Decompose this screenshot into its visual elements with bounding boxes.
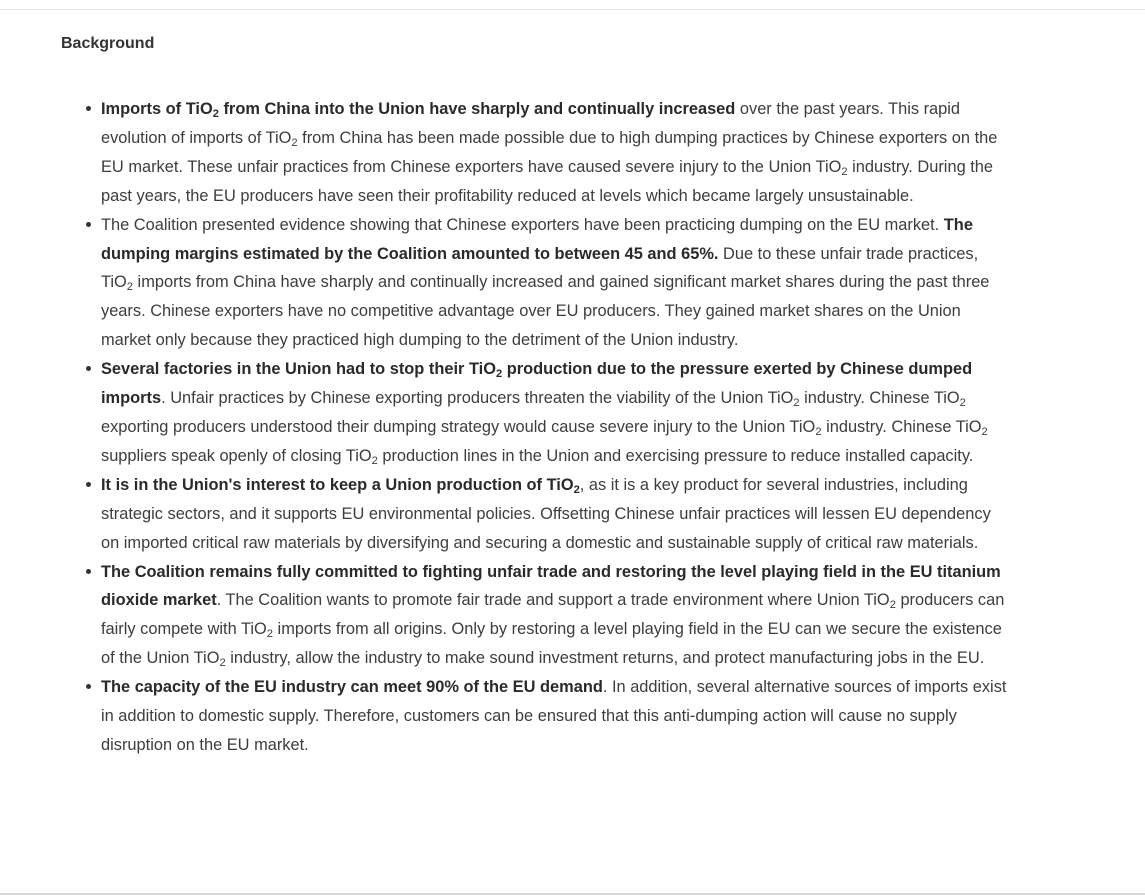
formula-base: TiO <box>185 100 213 118</box>
chemical-formula <box>186 100 219 118</box>
body-text: production lines in the Union and exercising pressure to reduce installed capacity. <box>377 446 974 465</box>
section-heading: Background <box>61 35 155 52</box>
body-text: imports from China have sharply and continually increased and gained significant market shares during the past three years. Chinese exporters have no competitive advantage over EU producers. They gained market shares on the Union market only because they practiced high dumping to the detriment of the Union industry. <box>101 273 990 350</box>
formula-subscript: 2 <box>212 107 219 120</box>
body-text: suppliers speak openly of closing <box>101 446 346 465</box>
formula-base: TiO <box>933 389 960 408</box>
chemical-formula <box>547 476 580 494</box>
formula-subscript: 2 <box>889 599 896 612</box>
formula-base: TiO <box>863 591 890 610</box>
formula-subscript: 2 <box>815 425 822 438</box>
bullet-item <box>101 558 1011 674</box>
formula-base: TiO <box>468 360 496 379</box>
background-bullet-list <box>101 95 1011 760</box>
top-divider <box>0 9 1145 10</box>
bold-text: production due to the pressure exerted by Chinese dumped imports <box>101 360 973 408</box>
bold-text: Several factories in the Union had to stop their <box>101 360 469 379</box>
body-text: . The Coalition wants to promote fair trade and support a trade environment where Union <box>216 591 864 610</box>
bullet-item <box>101 211 1011 356</box>
formula-subscript: 2 <box>371 454 378 467</box>
formula-base: TiO <box>767 389 794 408</box>
formula-base: TiO <box>101 273 127 292</box>
chemical-formula <box>816 158 848 176</box>
body-text: Due to these unfair trade practices, <box>718 244 979 263</box>
formula-subscript: 2 <box>219 657 226 669</box>
body-text: industry. During the past years, the EU producers have seen their profitability reduced at levels which became largely unsustainable. <box>101 157 994 205</box>
body-text: The Coalition presented evidence showing that Chinese exporters have been practicing dumping on the EU market. <box>101 215 944 234</box>
chemical-formula <box>469 360 502 378</box>
bold-text: The capacity of the EU industry can meet 90% of the EU demand <box>101 678 603 697</box>
formula-base: TiO <box>546 475 574 494</box>
body-text: industry. Chinese <box>799 389 934 408</box>
chemical-formula <box>266 129 298 147</box>
formula-subscript: 2 <box>841 165 848 178</box>
body-text: . Unfair practices by Chinese exporting producers threaten the viability of the Union <box>161 389 768 408</box>
bullet-item <box>101 95 1011 211</box>
body-text: , as it is a key product for several industries, including strategic sectors, and it supports EU environmental policies. Offsetting Chinese unfair practices will lessen EU dependency on imported critical raw materials by diversifying and securing a domestic and sustainable supply of critical raw materials. <box>101 475 991 552</box>
formula-subscript: 2 <box>126 281 133 294</box>
formula-base: TiO <box>345 446 372 465</box>
body-text: over the past years. This rapid evolution of imports of <box>101 100 961 147</box>
body-text: imports from all origins. Only by restoring a level playing field in the EU can we secure the existence of the Union <box>101 620 1002 668</box>
bold-text: It is in the Union's interest to keep a Union production of <box>101 475 547 494</box>
body-text: . In addition, several alternative sources of imports exist in addition to domestic supply. Therefore, customers can be ensured that this anti-dumping action will cause no supply disruption on the EU market. <box>101 678 1007 754</box>
chemical-formula <box>768 389 800 407</box>
bold-text: The dumping margins estimated by the Coalition amounted to between 45 and 65%. <box>101 215 973 263</box>
formula-base: TiO <box>241 620 267 639</box>
body-text: industry. Chinese <box>821 417 956 436</box>
chemical-formula <box>863 591 896 612</box>
chemical-formula <box>101 273 133 294</box>
formula-base: TiO <box>265 128 292 147</box>
formula-subscript: 2 <box>959 396 966 409</box>
formula-base: TiO <box>815 157 842 176</box>
formula-subscript: 2 <box>495 367 503 380</box>
formula-subscript: 2 <box>573 483 580 496</box>
bold-text: The Coalition remains fully committed to fighting unfair trade and restoring the level playing field in the EU titanium dioxide market <box>101 562 1001 610</box>
formula-base: TiO <box>789 417 816 436</box>
chemical-formula <box>790 418 822 436</box>
formula-subscript: 2 <box>981 425 988 438</box>
chemical-formula <box>194 649 226 667</box>
bold-text: Imports of <box>101 100 186 118</box>
chemical-formula <box>346 447 378 465</box>
bold-text: from China into the Union have sharply and continually increased <box>218 100 736 118</box>
chemical-formula <box>241 620 273 641</box>
body-text: exporting producers understood their dumping strategy would cause severe injury to the Union <box>101 417 790 436</box>
body-text: producers can fairly compete with <box>101 591 1005 639</box>
bullet-item <box>101 673 1011 760</box>
formula-base: TiO <box>193 649 220 668</box>
chemical-formula <box>956 418 988 436</box>
formula-subscript: 2 <box>291 136 298 149</box>
formula-base: TiO <box>955 417 982 436</box>
body-text: industry, allow the industry to make sound investment returns, and protect manufacturing jobs in the EU. <box>225 649 985 668</box>
formula-subscript: 2 <box>266 628 273 641</box>
bullet-item <box>101 471 1011 558</box>
bullet-item <box>101 355 1011 471</box>
formula-subscript: 2 <box>793 396 800 409</box>
chemical-formula <box>934 389 966 407</box>
body-text: from China has been made possible due to high dumping practices by Chinese exporters on the EU market. These unfair practices from Chinese exporters have caused severe injury to the Union <box>101 128 998 176</box>
